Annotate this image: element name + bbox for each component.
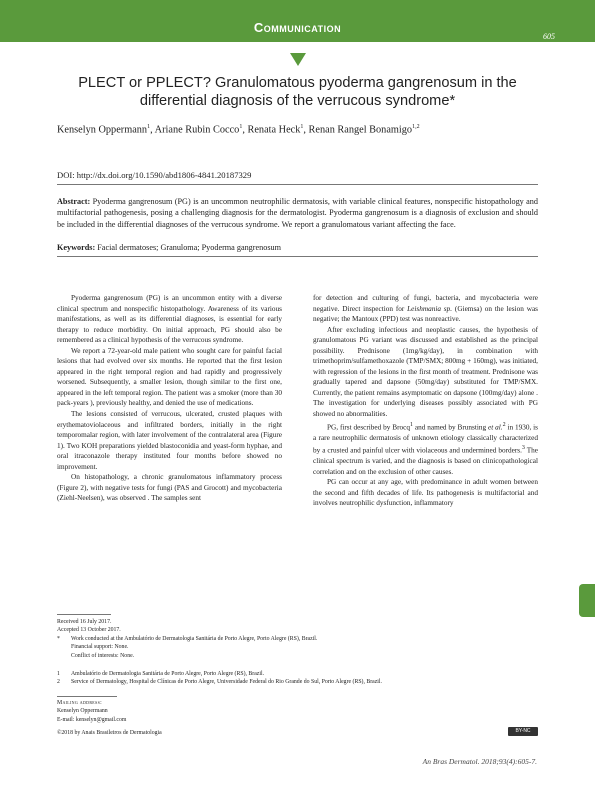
author-affiliation: 1 [147, 124, 151, 130]
body-paragraph: On histopathology, a chronic granulomatous inflammatory process (Figure 2), with negative tests for fungi (PAS and Grocott) and mycobacteria (Ziehl-Neelsen), was observed . The samples sent [57, 473, 282, 503]
text-run: The clinical spectrum is varied, and the diagnosis is based on clinicopathological correlation and on the exclusion of other causes. [313, 446, 538, 476]
received-date: Received 16 July 2017. [57, 619, 112, 625]
divider [57, 256, 538, 257]
citation-ref[interactable]: 3 [521, 445, 525, 452]
divider [57, 184, 538, 185]
down-arrow-icon [290, 53, 306, 66]
doi-link[interactable]: DOI: http://dx.doi.org/10.1590/abd1806-4841.20187329 [57, 170, 252, 180]
footnote-text: Work conducted at the Ambulatório de Dermatologia Sanitária de Porto Alegre, Porto Alegre (RS), Brazil. [71, 635, 318, 642]
author-list [57, 124, 547, 135]
mailing-name: Kenselyn Oppermann [57, 708, 108, 715]
body-paragraph: We report a 72-year-old male patient who sought care for painful facial lesions that had evolved over six months. He reported that the first lesion appeared in the right temporal region and had rapidly and progressively worsened. Subsequently, a smaller lesion, though similar to the first one, appeared in the left temporal region. The patient was a smoker (more than 30 pack-years ), previously healthy, and denied the use of medications. [57, 346, 282, 408]
footnote [57, 635, 537, 643]
keywords [57, 243, 538, 252]
footnote-mark: * [57, 635, 60, 642]
title-line-2: differential diagnosis of the verrucous syndrome* [139, 93, 456, 109]
affiliation [57, 670, 537, 678]
abstract-text: Pyoderma gangrenosum (PG) is an uncommon neutrophilic dermatosis, with variable clinical features, nonspecific histopathology and multifactorial pathogenesis, posing a challenging diagnosis for the dermatologist. Pyoderma gangrenosum is a diagnosis of exclusion and should be included in the differential diagnoses of the verrucous syndrome. We report a granulomatous variant affecting the face. [57, 197, 538, 229]
author-name: Renan Rangel Bonamigo [308, 124, 413, 136]
mailing-address [57, 699, 126, 724]
author-name: Ariane Rubin Cocco [154, 124, 240, 136]
keywords-text: Facial dermatoses; Granuloma; Pyoderma gangrenosum [95, 243, 281, 252]
abstract-label: Abstract: [57, 197, 91, 206]
body-paragraph: PG can occur at any age, with predominance in adult women between the second and fifth decades of life. Its pathogenesis is multifactorial and involves neutrophilic dysfunction, inflammatory [313, 478, 538, 508]
body-paragraph: The lesions consisted of verrucous, ulcerated, crusted plaques with erythematoviolaceous and infiltrated borders, initially in the right temporomalar region, with later involvement of the contralateral area (Figure 1). Two KOH preparations yielded blastoconidia and yeast-form hyphae, and oral itraconazole therapy instituted four months before showed no improvement. [57, 410, 282, 471]
text-run: in 1930, is a rare neutrophilic dermatosis of unknown etiology classically characterized by a crusted and painful ulcer with violaceous and undermined borders. [313, 422, 538, 455]
body-paragraph: Pyoderma gangrenosum (PG) is an uncommon entity with a diverse clinical spectrum and nonspecific histopathology. Awareness of its various manifestations, as well as its differential diagnoses, is essential for early therapy to reduce morbidity. On initial approach, PG should also be remembered as a clinical hypothesis of the verrucous syndrome. [57, 294, 282, 345]
author-separator: , [303, 124, 309, 136]
journal-citation: An Bras Dermatol. 2018;93(4):605-7. [422, 757, 537, 766]
footnote-mark: 1 [57, 671, 60, 677]
divider [57, 614, 111, 615]
footnotes [57, 618, 537, 660]
section-label: Communication [253, 20, 342, 35]
author-affiliation: 1 [300, 124, 304, 130]
author-name: Kenselyn Oppermann [57, 124, 148, 136]
body-paragraph: After excluding infectious and neoplastic causes, the hypothesis of granulomatous PG variant was discussed and established as the principal possibility. Prednisone (1mg/kg/day), in combination with trimethoprim/sulfamethoxazole (TMP/SMX; 800mg + 160mg), was initiated, with regression of the lesions in the first month of treatment. Prednisone was gradually tapered and dapsone (50mg/day) substituted for TMP/SMX. Currently, the patient remains asymptomatic on dapsone (100mg/day) alone . The investigation for underlying diseases possibly associated with PG showed no abnormalities. [313, 325, 538, 419]
author-separator: , [242, 124, 248, 136]
accepted-date: Accepted 13 October 2017. [57, 627, 121, 634]
keywords-label: Keywords: [57, 243, 96, 252]
author-separator: , [150, 124, 155, 136]
citation-ref[interactable]: 1 [410, 421, 414, 428]
text-run: for detection and culturing of fungi, bacteria, and mycobacteria were negative. Direct inspection for [313, 294, 538, 313]
side-tab [579, 584, 595, 617]
footnote-text: Service of Dermatology, Hospital de Clínicas de Porto Alegre, Universidade Federal do Rio Grande do Sul, Porto Alegre (RS), Brazil. [71, 679, 382, 686]
body-column-right [313, 293, 538, 509]
author-affiliation: 1 [239, 124, 243, 130]
mailing-heading: Mailing address: [57, 700, 103, 706]
cc-license-label: BY-NC [515, 728, 531, 734]
abstract [57, 196, 538, 230]
page-number: 605 [543, 32, 555, 41]
body-column-left [57, 293, 282, 504]
title-line-1: PLECT or PPLECT? Granulomatous pyoderma gangrenosum in the [78, 75, 517, 91]
footnote-mark: 2 [57, 679, 60, 686]
copyright: ©2018 by Anais Brasileiros de Dermatologia [57, 730, 162, 736]
author-affiliation: 1,2 [412, 124, 420, 130]
mailing-email[interactable]: E-mail: kenselyn@gmail.com [57, 716, 127, 723]
author-name: Renata Heck [247, 124, 301, 136]
citation-ref[interactable]: 2 [502, 421, 506, 428]
text-run: and named by Brunsting [413, 422, 489, 431]
body-paragraph [313, 293, 538, 325]
affiliation [57, 678, 537, 686]
article-title [60, 74, 535, 110]
text-run: PG, first described by Brocq [327, 422, 410, 431]
conflict-of-interest: Conflict of interests: None. [71, 652, 135, 659]
italic-run: Leishmania sp. [407, 304, 453, 313]
body-paragraph [313, 420, 538, 478]
italic-run: et al. [488, 422, 503, 431]
affiliations [57, 670, 537, 687]
text-run: (Giemsa) on the lesion was negative; the Mantoux (PPD) test was nonreactive. [313, 304, 538, 324]
financial-support: Financial support: None. [71, 644, 129, 651]
divider [57, 696, 117, 697]
cc-license-badge[interactable] [508, 727, 538, 736]
footnote-text: Ambulatório de Dermatologia Sanitária de Porto Alegre, Porto Alegre (RS), Brazil. [71, 671, 265, 677]
